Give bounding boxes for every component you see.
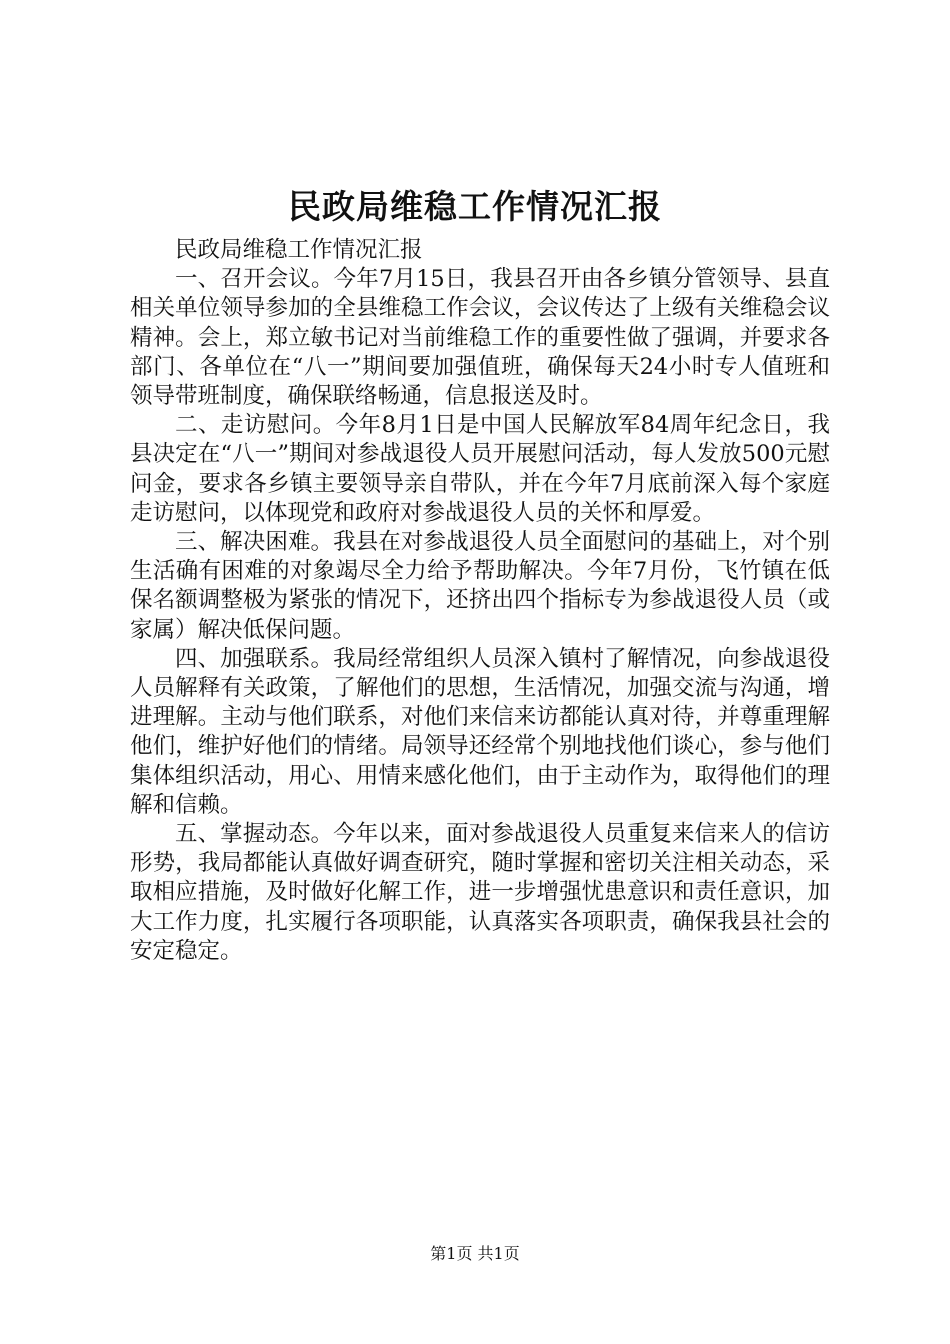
paragraph-meeting: 一、召开会议。今年7月15日，我县召开由各乡镇分管领导、县直相关单位领导参加的全县维稳工作会议，会议传达了上级有关维稳会议精神。会上，郑立敏书记对当前维稳工作的重要性做了强调，并要求各部门、各单位在“八一”期间要加强值班，确保每天24小时专人值班和领导带班制度，确保联络畅通，信息报送及时。 <box>130 266 830 410</box>
paragraph-difficulties: 三、解决困难。我县在对参战退役人员全面慰问的基础上，对个别生活确有困难的对象竭尽全力给予帮助解决。今年7月份，飞竹镇在低保名额调整极为紧张的情况下，还挤出四个指标专为参战退役人员（或家属）解决低保问题。 <box>130 529 830 643</box>
page-footer: 第1页 共1页 <box>430 1244 520 1263</box>
document-body <box>130 236 830 966</box>
document-title: 民政局维稳工作情况汇报 <box>288 187 662 226</box>
paragraph-subtitle: 民政局维稳工作情况汇报 <box>175 237 423 263</box>
paragraph-contact: 四、加强联系。我局经常组织人员深入镇村了解情况，向参战退役人员解释有关政策，了解他们的思想，生活情况，加强交流与沟通，增进理解。主动与他们联系，对他们来信来访都能认真对待，并尊重理解他们，维护好他们的情绪。局领导还经常个别地找他们谈心，参与他们集体组织活动，用心、用情来感化他们，由于主动作为，取得他们的理解和信赖。 <box>130 645 830 818</box>
paragraph-dynamics: 五、掌握动态。今年以来，面对参战退役人员重复来信来人的信访形势，我局都能认真做好调查研究，随时掌握和密切关注相关动态，采取相应措施，及时做好化解工作，进一步增强忧患意识和责任意识，加大工作力度，扎实履行各项职能，认真落实各项职责，确保我县社会的安定稳定。 <box>130 821 830 964</box>
paragraph-visits: 二、走访慰问。今年8月1日是中国人民解放军84周年纪念日，我县决定在“八一”期间对参战退役人员开展慰问活动，每人发放500元慰问金，要求各乡镇主要领导亲自带队，并在今年7月底前深入每个家庭走访慰问，以体现党和政府对参战退役人员的关怀和厚爱。 <box>130 412 830 526</box>
